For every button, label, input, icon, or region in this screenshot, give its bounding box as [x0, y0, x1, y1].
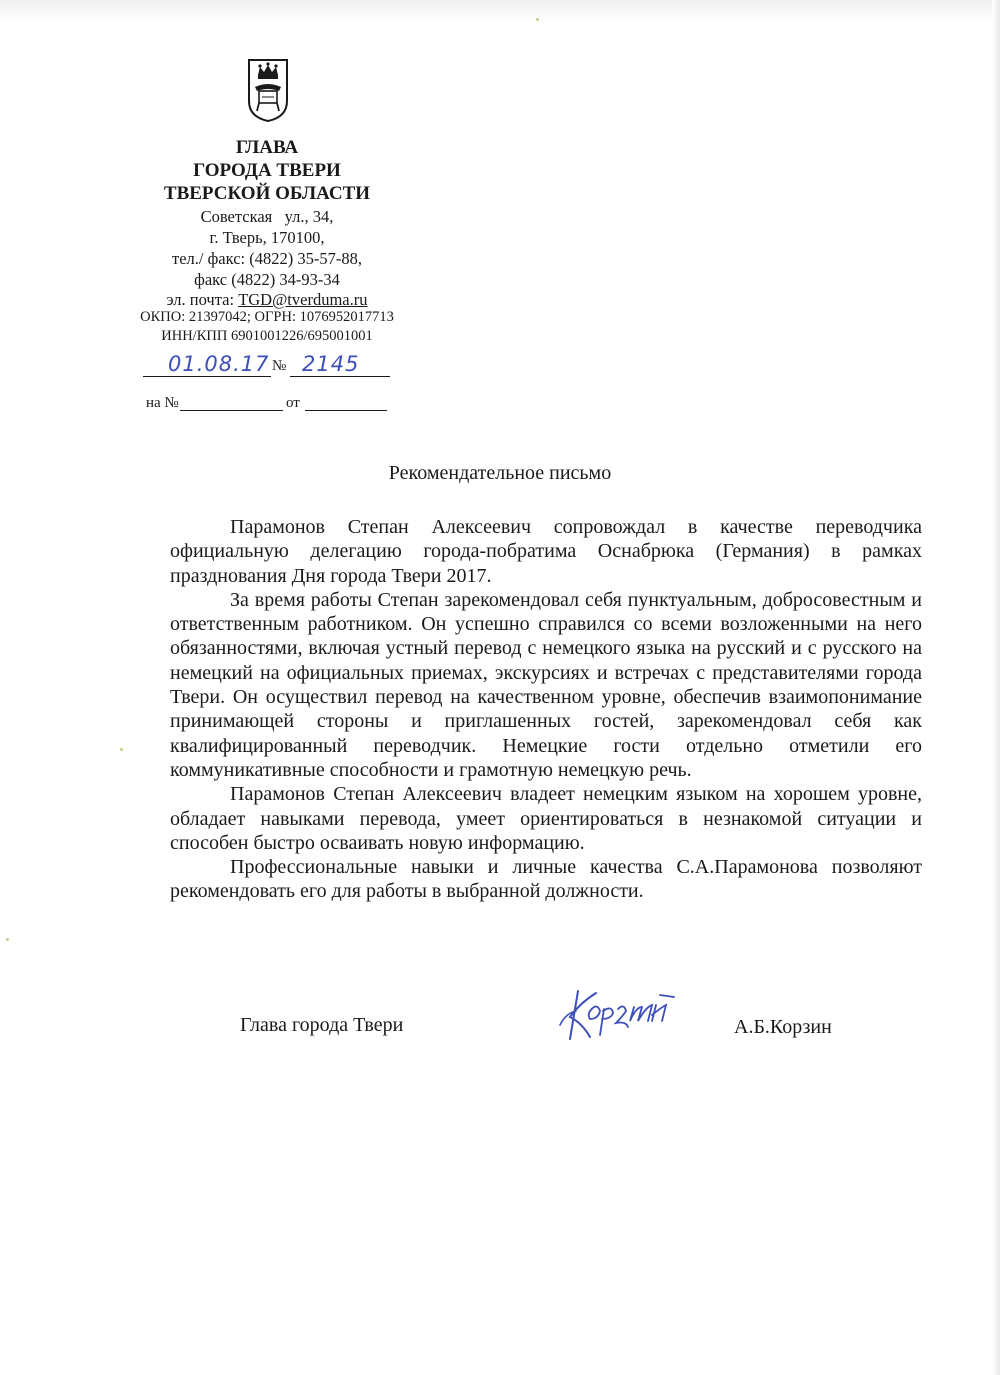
scan-speck	[120, 748, 123, 751]
letterhead-title-line1: ГЛАВА	[235, 137, 299, 158]
registration-date: 01.08.17	[168, 352, 270, 376]
letterhead-email-link[interactable]: TGD@tverduma.ru	[238, 290, 368, 309]
letterhead-title-line3: ТВЕРСКОЙ ОБЛАСТИ	[163, 183, 371, 204]
reference-number-label: на №	[146, 395, 179, 411]
document-title: Рекомендательное письмо	[388, 462, 612, 484]
coat-of-arms-icon	[246, 57, 290, 123]
registration-date-line	[143, 376, 271, 377]
body-paragraph: Профессиональные навыки и личные качества С.А.Парамонова позволяют рекомендовать его для работы в выбранной должности.	[170, 856, 922, 903]
registration-number: 2145	[302, 352, 360, 376]
signatory-name: А.Б.Корзин	[734, 1016, 832, 1038]
letterhead-phone: тел./ факс: (4822) 35-57-88,	[172, 249, 362, 268]
reference-number-line	[180, 410, 283, 411]
scan-edge-top	[0, 0, 1000, 22]
scan-edge-right	[992, 0, 1000, 1375]
registration-number-line	[290, 376, 390, 377]
body-paragraph: За время работы Степан зарекомендовал себя пунктуальным, добросовестным и ответственным работником. Он успешно справился со всеми возложенными на него обязанностями, включая устный перевод с немецкого языка на русский и с русского на немецкий на официальных приемах, экскурсиях и встречах с представителями города Твери. Он осуществил перевод на качественном уровне, обеспечив взаимопонимание принимающей стороны и приглашенных гостей, зарекомендовал себя как квалифицированный переводчик. Немецкие гости отдельно отметили его коммуникативные способности и грамотную немецкую речь.	[170, 588, 922, 781]
scan-speck	[536, 18, 539, 21]
letterhead-inn-kpp: ИНН/КПП 6901001226/695001001	[161, 328, 373, 344]
letterhead-city: г. Тверь, 170100,	[209, 228, 325, 247]
letterhead-fax: факс (4822) 34-93-34	[194, 270, 340, 289]
body-paragraph: Парамонов Степан Алексеевич владеет немецким языком на хорошем уровне, обладает навыками перевода, умеет ориентироваться в незнакомой ситуации и способен быстро осваивать новую информацию.	[170, 783, 922, 854]
document-body	[170, 515, 922, 904]
letterhead-email-label: эл. почта:	[166, 290, 239, 309]
reference-date-label: от	[286, 395, 300, 411]
letterhead-okpo-ogrn: ОКПО: 21397042; ОГРН: 1076952017713	[140, 309, 394, 325]
letterhead-email-line	[112, 289, 422, 310]
registration-number-label: №	[272, 358, 287, 374]
body-paragraph: Парамонов Степан Алексеевич сопровождал в качестве переводчика официальную делегацию города-побратима Оснабрюка (Германия) в рамках празднования Дня города Твери 2017.	[170, 516, 922, 587]
handwritten-signature	[556, 983, 680, 1043]
letterhead-street: Советская ул., 34,	[200, 207, 334, 226]
signatory-position: Глава города Твери	[240, 1014, 404, 1036]
scan-speck	[6, 938, 9, 941]
reference-date-line	[305, 410, 387, 411]
letterhead-title-line2: ГОРОДА ТВЕРИ	[193, 160, 341, 181]
